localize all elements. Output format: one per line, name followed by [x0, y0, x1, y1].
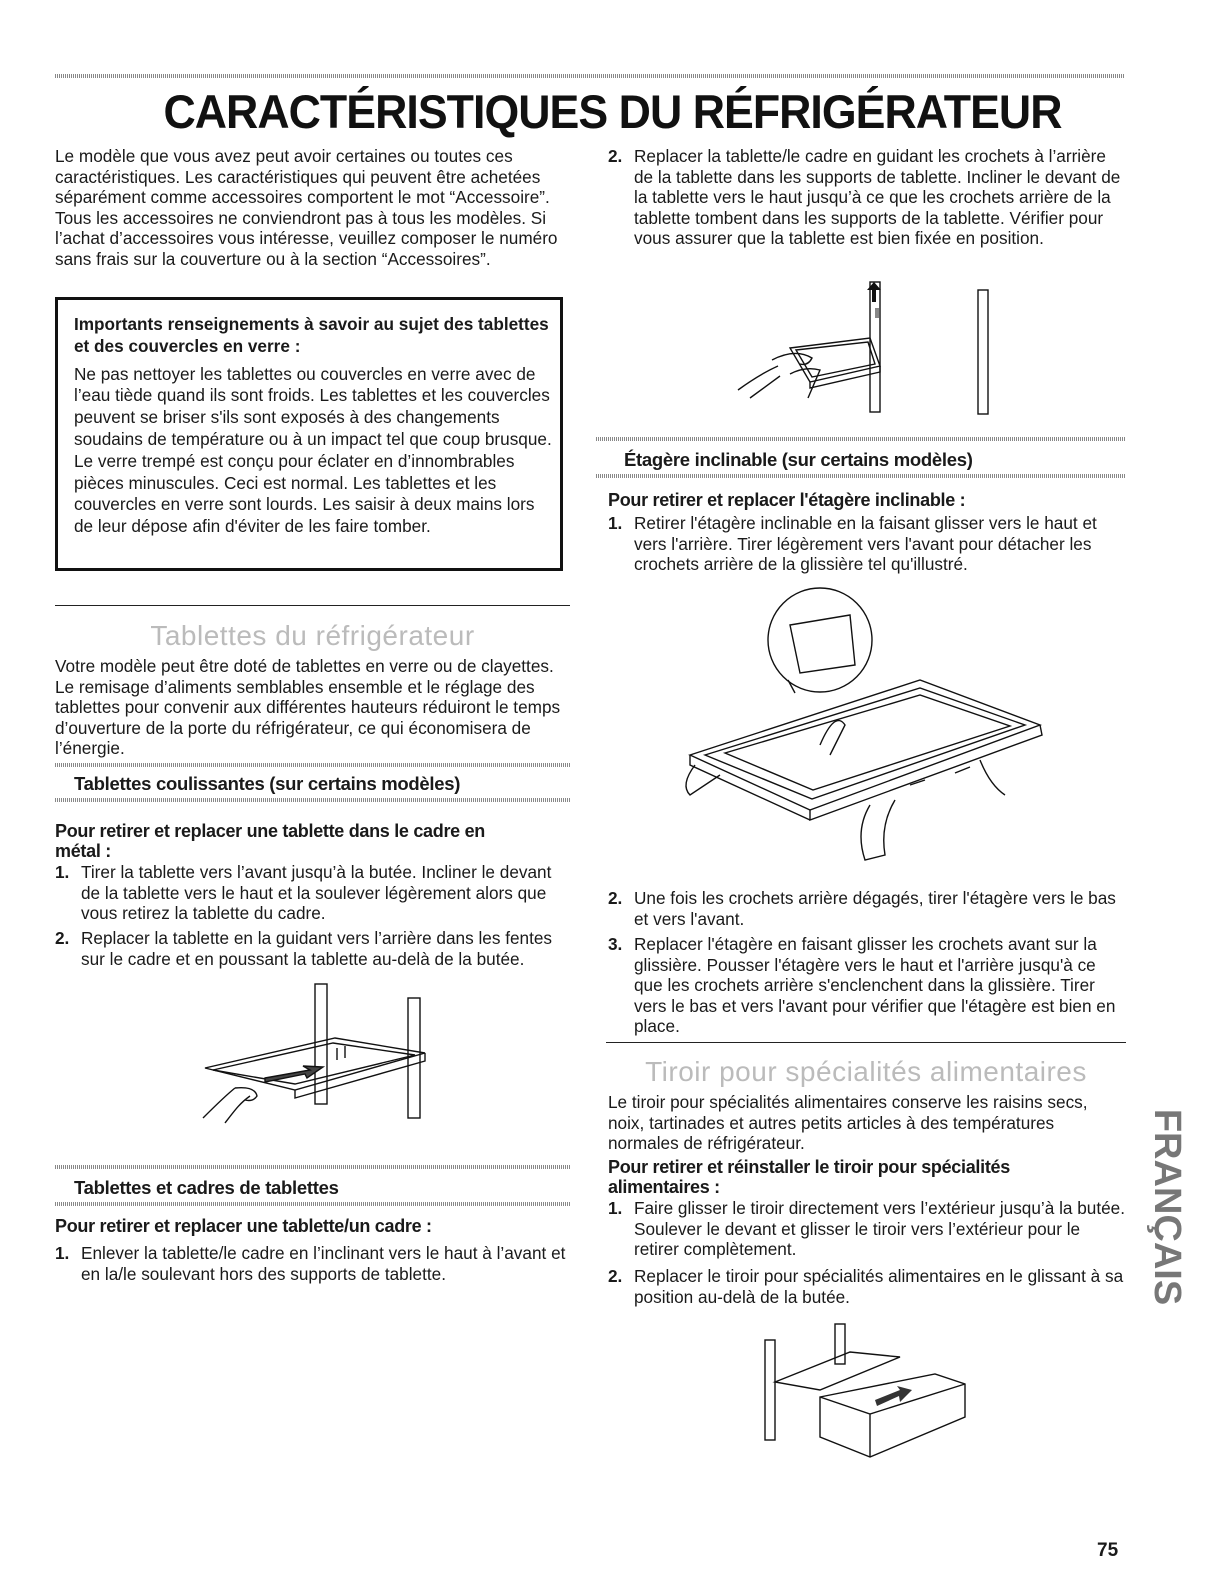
section-rule-right [606, 1042, 1126, 1043]
step-text: Tirer la tablette vers l’avant jusqu’à la butée. Incliner le devant de la tablette vers le haut et la soulever légèrement alors que vous retirez la tablette du cadre. [81, 862, 552, 923]
step-number: 1. [608, 513, 623, 533]
sliding-heading: Pour retirer et replacer une tablette dans le cadre en métal : [55, 821, 485, 861]
page-number: 75 [1097, 1540, 1119, 1561]
frames-heading: Pour retirer et replacer une tablette/un cadre : [55, 1216, 432, 1236]
glass-warning-heading: Importants renseignements à savoir au sujet des tablettes et des couvercles en verre : [74, 314, 549, 356]
side-tab-text: FRANÇAIS [1145, 1108, 1188, 1306]
tilting-heading: Pour retirer et replacer l'étagère inclinable : [608, 490, 966, 510]
step-text: Une fois les crochets arrière dégagés, tirer l'étagère vers le bas et vers l'avant. [634, 888, 1116, 929]
top-rule [55, 74, 1125, 78]
shelves-intro-text: Votre modèle peut être doté de tablettes en verre ou de clayettes. Le remisage d’aliments semblables ensemble et le réglage des tablettes pour convenir aux différentes hauteurs réduiront le temps d’ouverture de la porte du réfrigérateur, ce qui économisera de l’énergie. [55, 656, 561, 758]
step-text: Replacer la tablette en la guidant vers l’arrière dans les fentes sur le cadre et en poussant la tablette au-delà de la butée. [81, 928, 553, 969]
frames-step-1 [55, 1243, 570, 1284]
step-text: Replacer la tablette/le cadre en guidant les crochets à l’arrière de la tablette dans les supports de tablette. Incliner le devant de la tablette vers le haut jusqu’à ce que les crochets arrière de la tablette tombent dans les supports de la tablette. Vérifier pour vous assurer que la tablette est bien fixée en position. [634, 146, 1121, 248]
tilting-step-3 [608, 934, 1128, 1037]
intro-paragraph [55, 146, 570, 269]
step-text: Enlever la tablette/le cadre en l’inclinant vers le haut à l’avant et en la/le soulevant hors des supports de tablette. [81, 1243, 566, 1284]
frames-step-2 [608, 146, 1128, 249]
sliding-shelf-illustration [195, 978, 445, 1148]
shelf-frame-illustration [730, 278, 1000, 418]
sliding-rule-bottom [55, 798, 570, 802]
sliding-step-2 [55, 928, 570, 969]
drawer-step-1 [608, 1198, 1128, 1260]
frames-rule-bottom [55, 1202, 570, 1206]
drawer-heading: Pour retirer et réinstaller le tiroir pour spécialités alimentaires : [608, 1157, 1010, 1197]
sliding-step-1 [55, 862, 570, 924]
shelves-intro [55, 656, 570, 759]
sliding-rule-top [55, 763, 570, 767]
step-text: Faire glisser le tiroir directement vers l’extérieur jusqu’à la butée. Soulever le devant et glisser le tiroir vers l’extérieur pour le retirer complètement. [634, 1198, 1126, 1259]
step-number: 2. [608, 146, 623, 166]
drawer-step-2 [608, 1266, 1128, 1307]
step-number: 2. [608, 1266, 623, 1286]
step-text: Replacer le tiroir pour spécialités alimentaires en le glissant à sa position au-delà de la butée. [634, 1266, 1124, 1307]
drawer-intro [608, 1092, 1128, 1154]
drawer-intro-text: Le tiroir pour spécialités alimentaires conserve les raisins secs, noix, tartinades et autres petits articles à des températures normales de réfrigérateur. [608, 1092, 1088, 1153]
glass-warning-box [55, 297, 563, 571]
drawer-illustration [760, 1322, 980, 1472]
side-tab-francais [1140, 1082, 1190, 1332]
page-title: CARACTÉRISTIQUES DU RÉFRIGÉRATEUR [163, 85, 1062, 138]
tilting-rule-bottom [596, 474, 1126, 478]
shelves-section-title: Tablettes du réfrigérateur [150, 620, 475, 651]
section-rule-left [55, 605, 570, 606]
tilting-step-1 [608, 513, 1128, 575]
step-text: Retirer l'étagère inclinable en la faisant glisser vers le haut et vers l'arrière. Tirer légèrement vers l'avant pour détacher les crochets arrière de la glissière tel qu'illustré. [634, 513, 1097, 574]
step-number: 1. [55, 862, 70, 882]
step-number: 2. [55, 928, 70, 948]
step-number: 1. [55, 1243, 70, 1263]
tilting-shelf-illustration [670, 585, 1060, 875]
step-number: 1. [608, 1198, 623, 1218]
step-text: Replacer l'étagère en faisant glisser les crochets avant sur la glissière. Pousser l'étagère vers le haut et l'arrière jusqu'à ce que les crochets arrière s'enclenchent dans la glissière. Tirer vers le bas et vers l'avant pour vérifier que l'étagère est bien en place. [634, 934, 1116, 1036]
drawer-section-title: Tiroir pour spécialités alimentaires [645, 1056, 1087, 1087]
tilting-step-2 [608, 888, 1128, 929]
tilting-rule-top [596, 437, 1126, 441]
sliding-subtitle: Tablettes coulissantes (sur certains modèles) [74, 773, 461, 794]
frames-subtitle: Tablettes et cadres de tablettes [74, 1177, 339, 1198]
step-number: 2. [608, 888, 623, 908]
tilting-subtitle: Étagère inclinable (sur certains modèles) [624, 449, 973, 470]
intro-text: Le modèle que vous avez peut avoir certaines ou toutes ces caractéristiques. Les caractéristiques qui peuvent être achetées séparément comme accessoires comportent le mot “Accessoire”. Tous les accessoires ne conviendront pas à tous les modèles. Si l’achat d’accessoires vous intéresse, veuillez composer le numéro sans frais sur la couverture ou à la section “Accessoires”. [55, 146, 558, 269]
frames-rule-top [55, 1165, 570, 1169]
glass-warning-body: Ne pas nettoyer les tablettes ou couvercles en verre avec de l’eau tiède quand ils sont froids. Les tablettes et les couvercles peuvent se briser s'ils sont exposés à des changements soudains de température ou à un impact tel que coup brusque. Le verre trempé est conçu pour éclater en d’innombrables pièces minuscules. Ceci est normal. Les tablettes et les couvercles en verre sont lourds. Les saisir à deux mains lors de leur dépose afin d'éviter de les faire tomber. [74, 363, 552, 537]
step-number: 3. [608, 934, 623, 954]
